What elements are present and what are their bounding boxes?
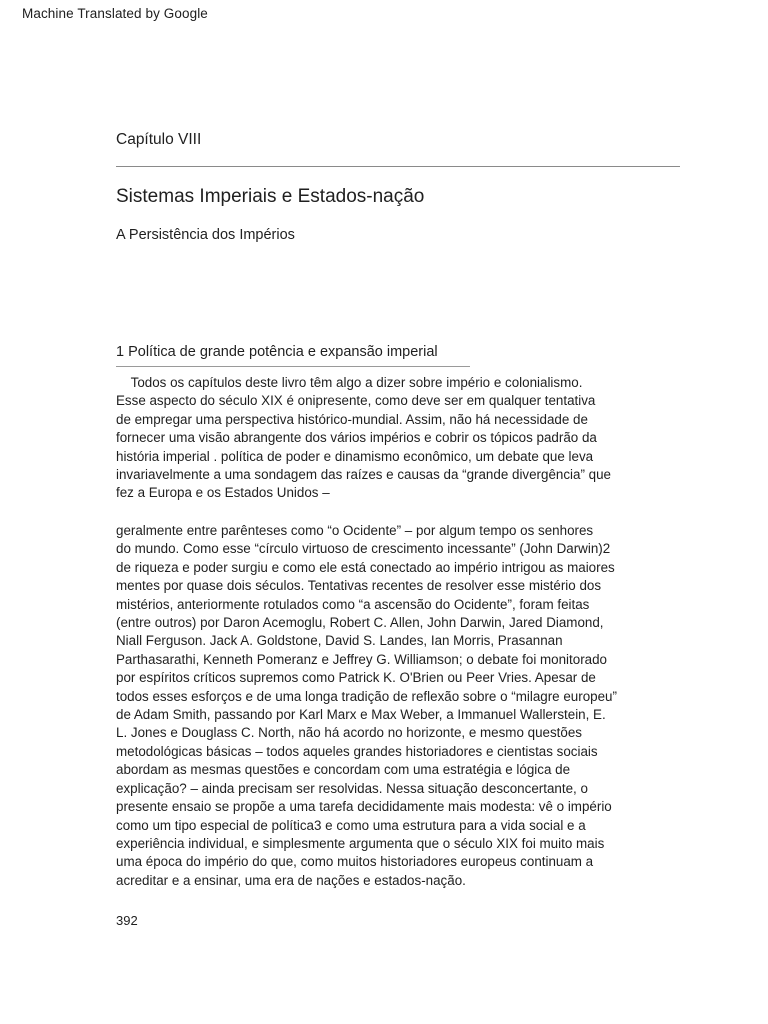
paragraph-line: do mundo. Como esse “círculo virtuoso de crescimento incessante” (John Darwin)2 <box>116 541 611 557</box>
paragraph-line: explicação? – ainda precisam ser resolvidas. Nessa situação desconcertante, o <box>116 780 588 796</box>
paragraph-line: fez a Europa e os Estados Unidos – <box>116 485 330 501</box>
chapter-subtitle: A Persistência dos Impérios <box>116 227 295 243</box>
page-number: 392 <box>116 913 138 928</box>
paragraph-line: de Adam Smith, passando por Karl Marx e Max Weber, a Immanuel Wallerstein, E. <box>116 707 606 723</box>
paragraph-line: Todos os capítulos deste livro têm algo a dizer sobre império e colonialismo. <box>116 375 583 390</box>
paragraph-line: de empregar uma perspectiva histórico-mundial. Assim, não há necessidade de <box>116 411 588 427</box>
paragraph-line: experiência individual, e simplesmente argumenta que o século XIX foi muito mais <box>116 835 605 851</box>
paragraph-2 <box>116 522 676 890</box>
paragraph-line: Niall Ferguson. Jack A. Goldstone, David S. Landes, Ian Morris, Prasannan <box>116 633 563 649</box>
paragraph-line: mentes por quase dois séculos. Tentativas recentes de resolver esse mistério dos <box>116 578 602 594</box>
paragraph-line: uma época do império do que, como muitos historiadores europeus continuam a <box>116 854 594 870</box>
paragraph-line: história imperial . política de poder e dinamismo econômico, um debate que leva <box>116 448 594 464</box>
chapter-label: Capítulo VIII <box>116 131 202 148</box>
section-divider <box>116 366 470 367</box>
paragraph-line: como um tipo especial de política3 e como uma estrutura para a vida social e a <box>116 817 586 833</box>
paragraph-line: (entre outros) por Daron Acemoglu, Robert C. Allen, John Darwin, Jared Diamond, <box>116 615 604 631</box>
paragraph-line: Esse aspecto do século XIX é onipresente, como deve ser em qualquer tentativa <box>116 393 596 409</box>
paragraph-line: abordam as mesmas questões e concordam com uma estratégia e lógica de <box>116 762 571 778</box>
section-heading: 1 Política de grande potência e expansão imperial <box>116 344 438 360</box>
paragraph-1 <box>116 374 676 503</box>
paragraph-line: geralmente entre parênteses como “o Ocidente” – por algum tempo os senhores <box>116 523 594 538</box>
paragraph-line: acreditar e a ensinar, uma era de nações e estados-nação. <box>116 872 466 888</box>
machine-translation-banner: Machine Translated by Google <box>22 6 208 21</box>
paragraph-line: de riqueza e poder surgiu e como ele está conectado ao império intrigou as maiores <box>116 559 615 575</box>
paragraph-line: metodológicas básicas – todos aqueles grandes historiadores e cientistas sociais <box>116 743 598 759</box>
paragraph-line: invariavelmente a uma sondagem das raízes e causas da “grande divergência” que <box>116 467 611 483</box>
chapter-divider <box>116 166 680 167</box>
paragraph-line: mistérios, anteriormente rotulados como “a ascensão do Ocidente”, foram feitas <box>116 596 590 612</box>
paragraph-line: por espíritos críticos supremos como Patrick K. O'Brien ou Peer Vries. Apesar de <box>116 670 596 686</box>
paragraph-line: Parthasarathi, Kenneth Pomeranz e Jeffrey G. Williamson; o debate foi monitorado <box>116 651 608 667</box>
paragraph-line: fornecer uma visão abrangente dos vários impérios e cobrir os tópicos padrão da <box>116 430 597 446</box>
paragraph-line: L. Jones e Douglass C. North, não há acordo no horizonte, e mesmo questões <box>116 725 582 741</box>
paragraph-line: presente ensaio se propõe a uma tarefa decididamente mais modesta: vê o império <box>116 799 612 815</box>
paragraph-line: todos esses esforços e de uma longa tradição de reflexão sobre o “milagre europeu” <box>116 688 617 704</box>
chapter-title: Sistemas Imperiais e Estados-nação <box>116 186 425 207</box>
